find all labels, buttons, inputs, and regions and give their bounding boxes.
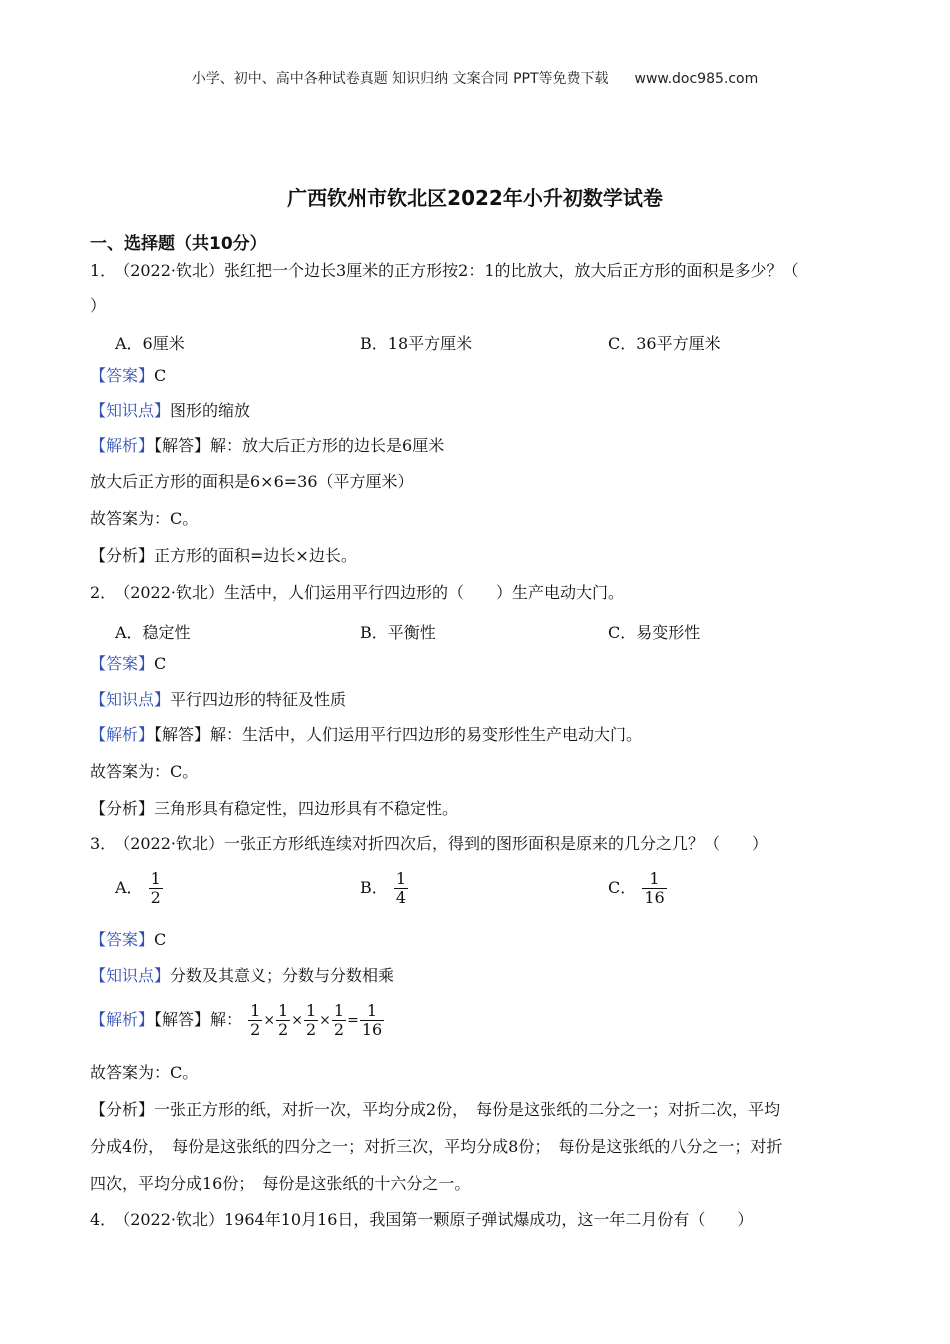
analysis-text: 【解答】解：生活中，人们运用平行四边形的易变形性生产电动大门。: [154, 725, 643, 744]
fraction: $\frac{1}{4}$: [395, 869, 407, 907]
question-2-analysis: [90, 725, 642, 745]
answer-value: C: [154, 366, 167, 385]
analysis-text: 【解答】解：放大后正方形的边长是6厘米: [154, 436, 445, 455]
analysis-tag: 【解析】: [90, 1010, 155, 1029]
fraction: $\frac{1}{2}$: [278, 1001, 289, 1039]
question-1-stem: [90, 261, 799, 281]
question-3-remark: [90, 1100, 780, 1120]
header-banner-text: 小学、初中、高中各种试卷真题 知识归纳 文案合同 PPT等免费下载: [191, 71, 609, 87]
question-text: （2022·钦北）生活中，人们运用平行四边形的（ ）生产电动大门。: [122, 583, 624, 602]
times-sign: ×: [291, 1012, 303, 1029]
question-2-conclusion: 故答案为：C。: [90, 762, 199, 781]
question-3-knowledge: [90, 966, 394, 986]
fraction: $\frac{1}{16}$: [361, 1001, 383, 1039]
question-1-option-a: A．6厘米: [115, 334, 185, 353]
question-number: 2．: [90, 583, 117, 602]
question-3-option-a: [115, 870, 164, 907]
equals-sign: =: [347, 1012, 359, 1029]
question-1-remark: 【分析】正方形的面积=边长×边长。: [90, 546, 357, 565]
question-3-conclusion: 故答案为：C。: [90, 1063, 199, 1082]
option-label: B．: [360, 878, 388, 897]
fraction: $\frac{1}{16}$: [644, 869, 665, 907]
question-2-remark: 【分析】三角形具有稳定性，四边形具有不稳定性。: [90, 799, 459, 818]
option-label: C．: [608, 878, 637, 897]
answer-value: C: [154, 930, 167, 949]
fraction: $\frac{1}{2}$: [250, 1001, 261, 1039]
question-2-knowledge: [90, 690, 346, 710]
question-number: 3．: [90, 834, 117, 853]
question-text: （2022·钦北）张红把一个边长3厘米的正方形按2：1的比放大，放大后正方形的面积是多少？（: [122, 261, 799, 280]
question-text: （2022·钦北）一张正方形纸连续对折四次后，得到的图形面积是原来的几分之几？（ ）: [122, 834, 768, 853]
knowledge-tag: 【知识点】: [90, 401, 171, 420]
question-3-remark-line3: 四次，平均分成16份； 每份是这张纸的十六分之一。: [90, 1174, 471, 1193]
question-number: 4．: [90, 1210, 117, 1229]
analysis-tag: 【解析】: [90, 436, 155, 455]
answer-value: C: [154, 654, 167, 673]
question-1-stem-continued: ）: [90, 296, 107, 315]
remark-text: 【分析】一张正方形的纸，对折一次，平均分成2份， 每份是这张纸的二分之一；对折二次，平均: [90, 1100, 781, 1119]
question-1-option-c: C．36平方厘米: [608, 334, 721, 353]
knowledge-value: 分数及其意义；分数与分数相乘: [170, 966, 395, 985]
fraction: $\frac{1}{2}$: [305, 1001, 317, 1039]
answer-tag: 【答案】: [90, 654, 155, 673]
question-text: （2022·钦北）1964年10月16日，我国第一颗原子弹试爆成功，这一年二月份有（ ）: [122, 1210, 754, 1229]
question-1-solution-line: 放大后正方形的面积是6×6=36（平方厘米）: [90, 472, 414, 491]
question-3-remark-line2: 分成4份， 每份是这张纸的四分之一；对折三次，平均分成8份； 每份是这张纸的八分之一；对折: [90, 1137, 783, 1156]
times-sign: ×: [263, 1012, 276, 1029]
question-2-option-b: B．平衡性: [360, 623, 436, 642]
question-2-answer: [90, 654, 166, 674]
question-2-option-a: A．稳定性: [115, 623, 191, 642]
knowledge-value: 平行四边形的特征及性质: [170, 690, 347, 709]
times-sign: ×: [319, 1012, 331, 1029]
question-2-option-c: C．易变形性: [608, 623, 701, 642]
answer-tag: 【答案】: [90, 366, 155, 385]
question-3-option-b: [360, 870, 409, 907]
question-1-knowledge: [90, 401, 250, 421]
question-1-option-b: B．18平方厘米: [360, 334, 473, 353]
knowledge-tag: 【知识点】: [90, 690, 171, 709]
analysis-text: 【解答】解：: [154, 1010, 243, 1029]
question-2-stem: [90, 583, 624, 603]
header-banner: [0, 68, 950, 88]
option-label: A．: [115, 878, 143, 897]
question-1-analysis: [90, 436, 444, 456]
section-heading: 一、选择题（共10分）: [90, 234, 267, 254]
header-url[interactable]: www.doc985.com: [634, 71, 759, 87]
question-number: 1．: [90, 261, 117, 280]
question-4-stem: [90, 1210, 753, 1230]
question-3-answer: [90, 930, 166, 950]
answer-tag: 【答案】: [90, 930, 155, 949]
page-title: 广西钦州市钦北区2022年小升初数学试卷: [287, 186, 663, 210]
knowledge-tag: 【知识点】: [90, 966, 171, 985]
question-3-stem: [90, 834, 768, 854]
fraction: $\frac{1}{2}$: [333, 1001, 345, 1039]
question-1-answer: [90, 366, 166, 386]
question-1-conclusion: 故答案为：C。: [90, 509, 199, 528]
question-3-analysis: [90, 1002, 385, 1039]
fraction: $\frac{1}{2}$: [150, 869, 161, 907]
question-3-option-c: [608, 870, 668, 907]
knowledge-value: 图形的缩放: [170, 401, 251, 420]
analysis-tag: 【解析】: [90, 725, 155, 744]
